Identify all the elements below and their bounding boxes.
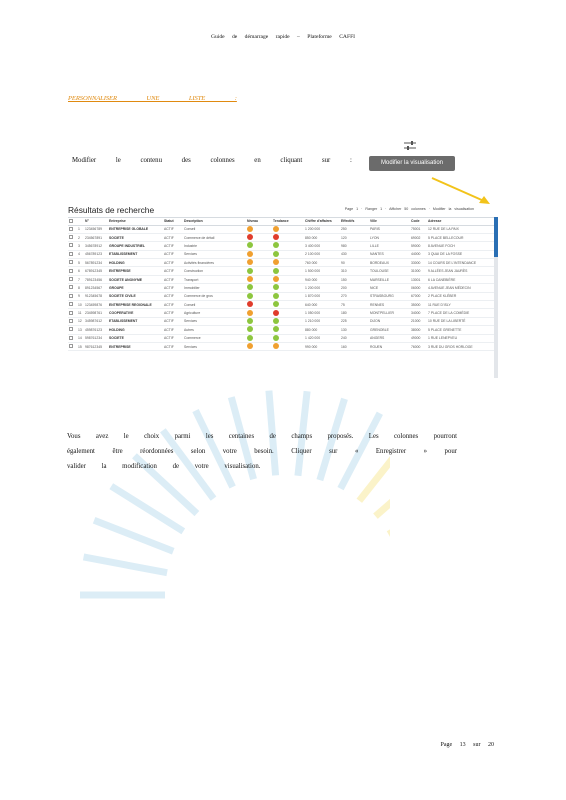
table-cell: Transport xyxy=(183,275,246,283)
column-header[interactable] xyxy=(68,218,77,225)
table-cell: 430 xyxy=(340,250,369,258)
indicator-cell xyxy=(246,259,272,267)
table-cell: 850 000 xyxy=(304,233,340,241)
status-dot xyxy=(247,259,253,265)
row-select-cell xyxy=(68,334,77,342)
indicator-cell xyxy=(246,292,272,300)
column-header[interactable] xyxy=(77,218,84,225)
table-cell: 1 210 000 xyxy=(304,317,340,325)
table-cell: 120 xyxy=(340,233,369,241)
status-dot xyxy=(273,335,279,341)
table-cell: 3 RUE DU GROS HORLOGE xyxy=(427,342,494,350)
table-cell: LYON xyxy=(369,233,410,241)
table-cell: 13 xyxy=(77,326,84,334)
row-select-cell xyxy=(68,317,77,325)
row-checkbox[interactable] xyxy=(69,336,73,340)
page-number: 13 xyxy=(459,742,466,748)
table-cell: Immobilier xyxy=(183,284,246,292)
indicator-cell xyxy=(272,284,304,292)
table-cell: ENTREPRISE xyxy=(108,267,163,275)
table-cell: 8 AVENUE FOCH xyxy=(427,242,494,250)
indicator-cell xyxy=(272,317,304,325)
table-cell: 912345678 xyxy=(84,292,108,300)
status-dot xyxy=(247,301,253,307)
table-cell: 1 500 000 xyxy=(304,267,340,275)
column-header[interactable]: Adresse xyxy=(427,218,494,225)
table-cell: ACTIF xyxy=(163,284,183,292)
table-cell: 123459876 xyxy=(84,301,108,309)
status-dot xyxy=(247,234,253,240)
status-dot xyxy=(273,268,279,274)
indicator-cell xyxy=(272,225,304,233)
indicator-cell xyxy=(272,233,304,241)
table-cell: 1 870 000 xyxy=(304,292,340,300)
column-header[interactable]: Niveau xyxy=(246,218,272,225)
table-cell: 35000 xyxy=(410,301,427,309)
indicator-cell xyxy=(246,233,272,241)
sunburst-watermark xyxy=(70,360,390,600)
table-row[interactable] xyxy=(68,267,494,275)
indicator-cell xyxy=(246,225,272,233)
indicator-cell xyxy=(272,242,304,250)
table-cell: 2 100 000 xyxy=(304,250,340,258)
table-cell: 310 xyxy=(340,267,369,275)
row-select-cell xyxy=(68,342,77,350)
status-dot xyxy=(247,276,253,282)
table-cell: 160 xyxy=(340,342,369,350)
page-footer xyxy=(440,742,494,748)
search-results-panel xyxy=(68,205,498,378)
indicator-cell xyxy=(246,267,272,275)
table-cell: BORDEAUX xyxy=(369,259,410,267)
status-dot xyxy=(273,259,279,265)
table-cell: 180 xyxy=(340,309,369,317)
indicator-cell xyxy=(272,342,304,350)
status-dot xyxy=(273,234,279,240)
status-dot xyxy=(273,242,279,248)
indicator-cell xyxy=(246,326,272,334)
status-dot xyxy=(247,226,253,232)
table-cell: 33000 xyxy=(410,259,427,267)
indicator-cell xyxy=(272,292,304,300)
table-cell: ETABLISSEMENT xyxy=(108,250,163,258)
table-cell: 130 xyxy=(340,326,369,334)
status-dot xyxy=(247,251,253,257)
table-cell: 12 RUE DE LA PAIX xyxy=(427,225,494,233)
table-row[interactable] xyxy=(68,284,494,292)
modify-view-tooltip: Modifier la visualisation xyxy=(369,156,455,171)
indicator-cell xyxy=(272,259,304,267)
table-cell: 880 000 xyxy=(304,326,340,334)
body-paragraph xyxy=(67,429,457,475)
table-cell: DIJON xyxy=(369,317,410,325)
row-select-cell xyxy=(68,275,77,283)
table-row[interactable] xyxy=(68,301,494,309)
table-cell: 7 PLACE DE LA COMÉDIE xyxy=(427,309,494,317)
status-dot xyxy=(247,318,253,324)
status-dot xyxy=(247,242,253,248)
table-cell: 250 xyxy=(340,225,369,233)
status-dot xyxy=(273,326,279,332)
table-cell: ACTIF xyxy=(163,250,183,258)
page-label: Page xyxy=(440,742,453,748)
column-header[interactable]: Entreprise xyxy=(108,218,163,225)
status-dot xyxy=(273,293,279,299)
table-cell: GROUPE INDUSTRIEL xyxy=(108,242,163,250)
table-cell: 789123456 xyxy=(84,275,108,283)
row-checkbox[interactable] xyxy=(69,235,73,239)
table-cell: ACTIF xyxy=(163,242,183,250)
table-cell: STRASBOURG xyxy=(369,292,410,300)
row-checkbox[interactable] xyxy=(69,285,73,289)
table-row[interactable] xyxy=(68,250,494,258)
table-cell: PARIS xyxy=(369,225,410,233)
row-checkbox[interactable] xyxy=(69,252,73,256)
table-cell: NICE xyxy=(369,284,410,292)
table-row[interactable] xyxy=(68,334,494,342)
table-cell: ACTIF xyxy=(163,309,183,317)
table-cell: 11 RUE D'ISLY xyxy=(427,301,494,309)
row-select-cell xyxy=(68,326,77,334)
table-cell: 456789123 xyxy=(84,250,108,258)
table-cell: ACTIF xyxy=(163,275,183,283)
indicator-cell xyxy=(272,250,304,258)
column-header[interactable]: Effectifs xyxy=(340,218,369,225)
table-cell: 678912345 xyxy=(84,267,108,275)
table-cell: 225 xyxy=(340,317,369,325)
table-cell: 38000 xyxy=(410,326,427,334)
select-all-checkbox[interactable] xyxy=(69,219,73,223)
table-row[interactable] xyxy=(68,225,494,233)
table-cell: 5 PLACE BELLECOUR xyxy=(427,233,494,241)
row-checkbox[interactable] xyxy=(69,344,73,348)
watermark-ray xyxy=(389,491,390,534)
row-select-cell xyxy=(68,259,77,267)
row-checkbox[interactable] xyxy=(69,327,73,331)
body-line-3: valider la modification de votre visualisation. xyxy=(67,463,261,471)
table-row[interactable] xyxy=(68,309,494,317)
table-cell: LILLE xyxy=(369,242,410,250)
table-row[interactable] xyxy=(68,292,494,300)
column-header[interactable]: Chiffre d'affaires xyxy=(304,218,340,225)
table-cell: 1 200 000 xyxy=(304,225,340,233)
status-dot xyxy=(273,276,279,282)
table-row[interactable] xyxy=(68,326,494,334)
table-cell: MARSEILLE xyxy=(369,275,410,283)
column-header[interactable]: Statut xyxy=(163,218,183,225)
row-checkbox[interactable] xyxy=(69,243,73,247)
table-body xyxy=(68,225,494,351)
table-cell: 459876123 xyxy=(84,326,108,334)
row-select-cell xyxy=(68,242,77,250)
table-cell: 75001 xyxy=(410,225,427,233)
results-pager[interactable]: Page 1 · Ranger 1 · Afficher 50 colonnes · Modifier la visualisation xyxy=(344,207,474,211)
table-cell: Commerce de gros xyxy=(183,292,246,300)
row-select-cell xyxy=(68,292,77,300)
table-cell: 1 200 000 xyxy=(304,284,340,292)
table-cell: 14 COURS DE L'INTENDANCE xyxy=(427,259,494,267)
instruction-text: Modifier le contenu des colonnes en cliquant sur : xyxy=(72,157,352,164)
indicator-cell xyxy=(272,309,304,317)
table-cell: NANTES xyxy=(369,250,410,258)
table-cell: RENNES xyxy=(369,301,410,309)
table-cell: Services xyxy=(183,250,246,258)
table-row[interactable] xyxy=(68,317,494,325)
table-cell: 8 xyxy=(77,284,84,292)
table-cell: 240 xyxy=(340,334,369,342)
indicator-cell xyxy=(246,334,272,342)
table-cell: SOCIETE CIVILE xyxy=(108,292,163,300)
table-cell: 31000 xyxy=(410,267,427,275)
column-header[interactable]: N° xyxy=(84,218,108,225)
status-dot xyxy=(273,284,279,290)
table-cell: 15 xyxy=(77,342,84,350)
body-line-2: également être réordonnées selon votre besoin. Cliquer sur « Enregistrer » pour xyxy=(67,448,457,456)
status-dot xyxy=(247,326,253,332)
table-cell: 567891234 xyxy=(84,259,108,267)
table-cell: 2 xyxy=(77,233,84,241)
table-cell: 67000 xyxy=(410,292,427,300)
table-cell: 987612345 xyxy=(84,342,108,350)
table-cell: 3 xyxy=(77,242,84,250)
row-select-cell xyxy=(68,301,77,309)
sliders-icon[interactable] xyxy=(403,140,417,152)
table-cell: Agriculture xyxy=(183,309,246,317)
row-checkbox[interactable] xyxy=(69,269,73,273)
table-cell: 59000 xyxy=(410,242,427,250)
table-cell: ACTIF xyxy=(163,342,183,350)
status-dot xyxy=(273,301,279,307)
table-row[interactable] xyxy=(68,242,494,250)
table-row[interactable] xyxy=(68,275,494,283)
indicator-cell xyxy=(246,317,272,325)
row-checkbox[interactable] xyxy=(69,260,73,264)
table-cell: Activités financières xyxy=(183,259,246,267)
table-cell: 49000 xyxy=(410,334,427,342)
table-cell: 21000 xyxy=(410,317,427,325)
table-cell: 10 xyxy=(77,301,84,309)
table-cell: SOCIETE xyxy=(108,233,163,241)
table-cell: 940 000 xyxy=(304,275,340,283)
body-line-1: Vous avez le choix parmi les centaines de champs proposés. Les colonnes pourront xyxy=(67,433,457,440)
table-cell: 990 000 xyxy=(304,342,340,350)
table-cell: 2 PLACE KLÉBER xyxy=(427,292,494,300)
table-cell: ENTREPRISE GLOBALE xyxy=(108,225,163,233)
pointer-arrow-icon xyxy=(430,176,492,206)
indicator-cell xyxy=(246,301,272,309)
table-cell: 75 xyxy=(340,301,369,309)
indicator-cell xyxy=(272,334,304,342)
table-cell: ACTIF xyxy=(163,259,183,267)
table-cell: 3 QUAI DE LA FOSSE xyxy=(427,250,494,258)
table-cell: 345678912 xyxy=(84,242,108,250)
table-cell: 7 xyxy=(77,275,84,283)
status-dot xyxy=(247,284,253,290)
table-cell: 980 xyxy=(340,242,369,250)
indicator-cell xyxy=(246,309,272,317)
indicator-cell xyxy=(272,326,304,334)
row-checkbox[interactable] xyxy=(69,302,73,306)
table-cell: 3 400 000 xyxy=(304,242,340,250)
table-cell: 34000 xyxy=(410,309,427,317)
column-header[interactable]: Ville xyxy=(369,218,410,225)
table-cell: Commerce xyxy=(183,334,246,342)
status-dot xyxy=(247,293,253,299)
row-select-cell xyxy=(68,250,77,258)
watermark-ray xyxy=(94,520,173,551)
status-dot xyxy=(273,343,279,349)
table-cell: Commerce de détail xyxy=(183,233,246,241)
status-dot xyxy=(247,343,253,349)
row-select-cell xyxy=(68,225,77,233)
page-header: Guide de démarrage rapide – Plateforme CAFFI xyxy=(210,34,356,40)
results-table-area xyxy=(68,217,494,378)
indicator-cell xyxy=(246,275,272,283)
row-checkbox[interactable] xyxy=(69,311,73,315)
status-dot xyxy=(247,310,253,316)
table-cell: HOLDING xyxy=(108,259,163,267)
table-cell: 1 050 000 xyxy=(304,309,340,317)
table-cell: TOULOUSE xyxy=(369,267,410,275)
table-cell: 44000 xyxy=(410,250,427,258)
table-cell: SOCIETE xyxy=(108,334,163,342)
status-dot xyxy=(247,335,253,341)
table-cell: SOCIETE ANONYME xyxy=(108,275,163,283)
indicator-cell xyxy=(246,284,272,292)
table-cell: 9 ALLÉES JEAN JAURÈS xyxy=(427,267,494,275)
table-cell: 06000 xyxy=(410,284,427,292)
table-cell: ENTREPRISE REGIONALE xyxy=(108,301,163,309)
section-title: PERSONNALISER UNE LISTE : xyxy=(68,95,237,102)
table-cell: 10 RUE DE LA LIBERTÉ xyxy=(427,317,494,325)
table-cell: 234598761 xyxy=(84,309,108,317)
indicator-cell xyxy=(246,342,272,350)
row-checkbox[interactable] xyxy=(69,319,73,323)
indicator-cell xyxy=(272,267,304,275)
table-cell: 6 xyxy=(77,267,84,275)
table-cell: 90 xyxy=(340,259,369,267)
table-cell: ACTIF xyxy=(163,301,183,309)
table-cell: 14 xyxy=(77,334,84,342)
table-header-row xyxy=(68,218,494,225)
table-cell: GRENOBLE xyxy=(369,326,410,334)
table-cell: 1 420 000 xyxy=(304,334,340,342)
indicator-cell xyxy=(246,242,272,250)
table-cell: ENTREPRISE xyxy=(108,342,163,350)
table-row[interactable] xyxy=(68,342,494,350)
status-dot xyxy=(273,318,279,324)
table-cell: ACTIF xyxy=(163,317,183,325)
table-cell: Conseil xyxy=(183,301,246,309)
table-cell: 76000 xyxy=(410,342,427,350)
indicator-cell xyxy=(272,301,304,309)
table-cell: ROUEN xyxy=(369,342,410,350)
table-cell: ACTIF xyxy=(163,267,183,275)
table-cell: COOPERATIVE xyxy=(108,309,163,317)
table-cell: ACTIF xyxy=(163,326,183,334)
table-cell: 13001 xyxy=(410,275,427,283)
table-cell: 1 xyxy=(77,225,84,233)
indicator-cell xyxy=(246,250,272,258)
table-cell: Services xyxy=(183,317,246,325)
table-cell: 123456789 xyxy=(84,225,108,233)
table-cell: ETABLISSEMENT xyxy=(108,317,163,325)
table-cell: Conseil xyxy=(183,225,246,233)
table-cell: ACTIF xyxy=(163,292,183,300)
column-header[interactable]: Description xyxy=(183,218,246,225)
status-dot xyxy=(273,226,279,232)
table-cell: Construction xyxy=(183,267,246,275)
table-cell: Autres xyxy=(183,326,246,334)
table-cell: Industrie xyxy=(183,242,246,250)
row-select-cell xyxy=(68,284,77,292)
table-row[interactable] xyxy=(68,259,494,267)
page-of-label: sur xyxy=(473,742,481,748)
row-select-cell xyxy=(68,233,77,241)
column-header[interactable]: Code xyxy=(410,218,427,225)
table-cell: 4 xyxy=(77,250,84,258)
total-pages: 20 xyxy=(488,742,494,748)
watermark-ray xyxy=(84,557,168,573)
table-cell: 640 000 xyxy=(304,301,340,309)
table-row[interactable] xyxy=(68,233,494,241)
table-cell: GROUPE xyxy=(108,284,163,292)
indicator-cell xyxy=(272,275,304,283)
results-scrollbar[interactable] xyxy=(494,217,498,378)
row-checkbox[interactable] xyxy=(69,277,73,281)
table-cell: 11 xyxy=(77,309,84,317)
table-cell: 270 xyxy=(340,292,369,300)
status-dot xyxy=(273,251,279,257)
table-cell: 9 xyxy=(77,292,84,300)
table-cell: 5 xyxy=(77,259,84,267)
results-title: Résultats de recherche xyxy=(68,205,155,215)
table-cell: 69002 xyxy=(410,233,427,241)
table-cell: Services xyxy=(183,342,246,350)
table-cell: ACTIF xyxy=(163,334,183,342)
table-cell: HOLDING xyxy=(108,326,163,334)
table-cell: 598761234 xyxy=(84,334,108,342)
column-header[interactable]: Tendance xyxy=(272,218,304,225)
table-cell: 200 xyxy=(340,284,369,292)
results-table xyxy=(68,218,494,351)
status-dot xyxy=(273,310,279,316)
row-select-cell xyxy=(68,267,77,275)
row-checkbox[interactable] xyxy=(69,227,73,231)
table-cell: 6 LA CANEBIÈRE xyxy=(427,275,494,283)
row-checkbox[interactable] xyxy=(69,294,73,298)
table-cell: 5 PLACE GRENETTE xyxy=(427,326,494,334)
table-cell: 150 xyxy=(340,275,369,283)
table-cell: 345987612 xyxy=(84,317,108,325)
table-cell: ANGERS xyxy=(369,334,410,342)
table-cell: 1 RUE LENEPVEU xyxy=(427,334,494,342)
table-cell: 4 AVENUE JEAN MÉDECIN xyxy=(427,284,494,292)
table-cell: 12 xyxy=(77,317,84,325)
row-select-cell xyxy=(68,309,77,317)
status-dot xyxy=(247,268,253,274)
table-cell: MONTPELLIER xyxy=(369,309,410,317)
table-cell: 760 000 xyxy=(304,259,340,267)
table-cell: 234567891 xyxy=(84,233,108,241)
table-cell: ACTIF xyxy=(163,233,183,241)
table-cell: ACTIF xyxy=(163,225,183,233)
table-cell: 891234567 xyxy=(84,284,108,292)
